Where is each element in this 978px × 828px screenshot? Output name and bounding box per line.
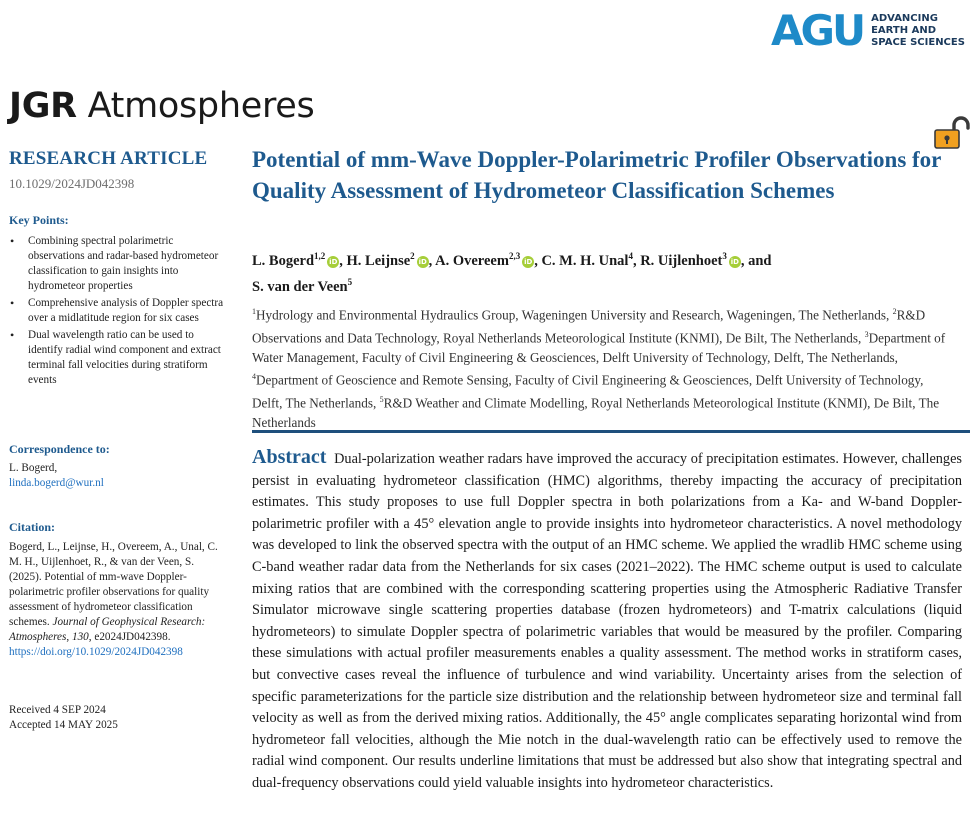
affiliation-text: R&D Observations and Data Technology, Royal Netherlands Meteorological Institute (KNMI), De Bilt, The Netherlands, [252, 307, 926, 346]
orcid-icon[interactable]: iD [524, 257, 533, 266]
author-name[interactable]: A. Overeem [435, 252, 509, 269]
key-points-heading: Key Points: [9, 213, 69, 227]
agu-tagline-line: EARTH AND [871, 25, 936, 36]
affiliation-number: 2 [892, 307, 897, 316]
article-title: Potential of mm-Wave Doppler-Polarimetric Profiler Observations for Quality Assessment of Hydrometeor Classification Schemes [252, 147, 941, 203]
affiliation-text: Hydrology and Environmental Hydraulics Group, Wageningen University and Research, Wageningen, The Netherlands, [256, 307, 893, 323]
author-affil-ref: 3 [722, 251, 727, 261]
affiliation-text: Department of Geoscience and Remote Sensing, Faculty of Civil Engineering & Geosciences, Delft University of Technology, Delft, The Netherlands, [252, 372, 924, 411]
date-accepted: Accepted 14 MAY 2025 [9, 719, 118, 731]
author-affil-ref: 1,2 [314, 251, 326, 261]
date-received: Received 4 SEP 2024 [9, 704, 106, 716]
author-name[interactable]: L. Bogerd [252, 252, 315, 269]
citation-body: Bogerd, L., Leijnse, H., Overeem, A., Unal, C. M. H., Uijlenhoet, R., & van der Veen, S. (2025). Potential of mm-wave Doppler-polarimetric profiler observations for quality assessment of hydrometeor classification schemes. [9, 541, 218, 628]
correspondence-name: L. Bogerd, [9, 462, 58, 474]
affiliations [252, 302, 957, 433]
orcid-icon[interactable]: iD [329, 257, 338, 266]
citation-doi-link[interactable]: https://doi.org/10.1029/2024JD042398 [9, 646, 183, 658]
author-sep: , [534, 252, 542, 269]
author-sep: , [339, 252, 347, 269]
agu-tagline-line: ADVANCING [871, 13, 938, 24]
citation-volume: 130 [71, 631, 89, 643]
affiliation-number: 3 [864, 329, 869, 339]
citation-heading: Citation: [9, 520, 55, 534]
key-point-item: • Combining spectral polarimetric observations and radar-based hydrometeor classification to gain insights into hydrometeor properties [9, 234, 224, 294]
journal-name-rest: Atmospheres [76, 86, 315, 126]
affiliation-text: R&D Weather and Climate Modelling, Royal Netherlands Meteorological Institute (KNMI), De Bilt, The Netherlands [252, 395, 940, 431]
author-affil-ref: 4 [628, 251, 633, 261]
author-name[interactable]: R. Uijlenhoet [640, 252, 723, 269]
journal-name-bold: JGR [9, 86, 77, 126]
author-sep: , [428, 252, 436, 269]
article-dates [9, 703, 118, 733]
citation-article-id: , e2024JD042398. [88, 631, 171, 643]
affiliation-number: 4 [252, 372, 256, 382]
affiliation-text: Department of Water Management, Faculty of Civil Engineering & Geosciences, Delft University of Technology, Delft, The Netherlands, [252, 330, 946, 365]
citation-text [9, 540, 224, 660]
article-type: RESEARCH ARTICLE [9, 148, 208, 169]
key-points-list [9, 234, 224, 390]
correspondence-block [9, 461, 104, 491]
agu-logo[interactable] [771, 8, 965, 54]
correspondence-heading: Correspondence to: [9, 442, 110, 456]
affiliation-number: 5 [379, 395, 384, 405]
key-point-item: • Comprehensive analysis of Doppler spectra over a midlatitude region for six cases [9, 296, 224, 326]
correspondence-email-link[interactable]: linda.bogerd@wur.nl [9, 477, 104, 489]
author-sep: , and [740, 252, 772, 269]
agu-tagline-line: SPACE SCIENCES [871, 37, 965, 48]
section-divider [252, 430, 970, 433]
orcid-icon[interactable]: iD [418, 257, 427, 266]
citation-journal: Journal of Geophysical Research: Atmospheres [9, 616, 206, 643]
author-name[interactable]: H. Leijnse [346, 252, 411, 269]
author-affil-ref: 2 [410, 251, 415, 261]
agu-logo-mark: AGU [771, 6, 864, 55]
abstract-heading: Abstract [252, 446, 327, 468]
article-meta [9, 148, 227, 192]
journal-name [9, 86, 314, 126]
orcid-icon[interactable]: iD [730, 257, 739, 266]
key-point-item: • Dual wavelength ratio can be used to identify radial wind component and extract terminal fall velocities during stratiform events [9, 328, 224, 388]
author-list [252, 246, 952, 298]
abstract-text: Dual-polarization weather radars have improved the accuracy of precipitation estimates. However, challenges persist in evaluating hydrometeor classification (HMC) algorithms, thereby impacting the accuracy of precipitation estimates. This study proposes to use full Doppler spectra in both polarizations from a Ka- and W-band Doppler-polarimetric profiler with a 45° elevation angle to provide insights into hydrometeor characteristics. A novel methodology was developed to link the observed spectra with the output of an HMC scheme. We applied the wradlib HMC scheme using C-band weather radar data from the Netherlands for six cases (2021–2022). The HMC scheme output is used to calculate mixing ratios that are combined with the corresponding scattering properties using the Atmospheric Radiative Transfer Simulator microwave single scattering properties database (frozen hydrometeors) and T-matrix calculations (liquid hydrometeors) to simulate Doppler spectra of polarimetric variables that would be measured by the profiler. Comparing these simulations with actual profiler measurements enables a quality assessment. The method works in stratiform cases, but convective cases reveal the influence of turbulence and wind variability. Uncertainty arises from the selection of specific parameterizations for the particle size distribution and the relationship between hydrometeor size and terminal fall velocity as well as from the derived mixing ratios. Additionally, the 45° angle complicates separating horizontal wind from hydrometeor fall velocities, although the Mie notch in the dual-wavelength ratio can be effectively used to remove the radial wind component. Our results underline limitations that must be addressed but also show that integrating spectral and dual-frequency observations could yield valuable insights into hydrometeor characteristics. [252, 451, 962, 791]
author-affil-ref: 2,3 [508, 251, 521, 261]
author-affil-ref: 5 [347, 276, 353, 287]
agu-tagline [871, 13, 965, 49]
author-name[interactable]: S. van der Veen [252, 278, 348, 295]
affiliation-number: 1 [252, 307, 256, 316]
author-sep: , [632, 252, 641, 269]
author-name[interactable]: C. M. H. Unal [541, 252, 629, 269]
abstract [252, 447, 962, 795]
citation-volume-sep: , [66, 631, 72, 643]
article-doi: 10.1029/2024JD042398 [9, 176, 135, 191]
